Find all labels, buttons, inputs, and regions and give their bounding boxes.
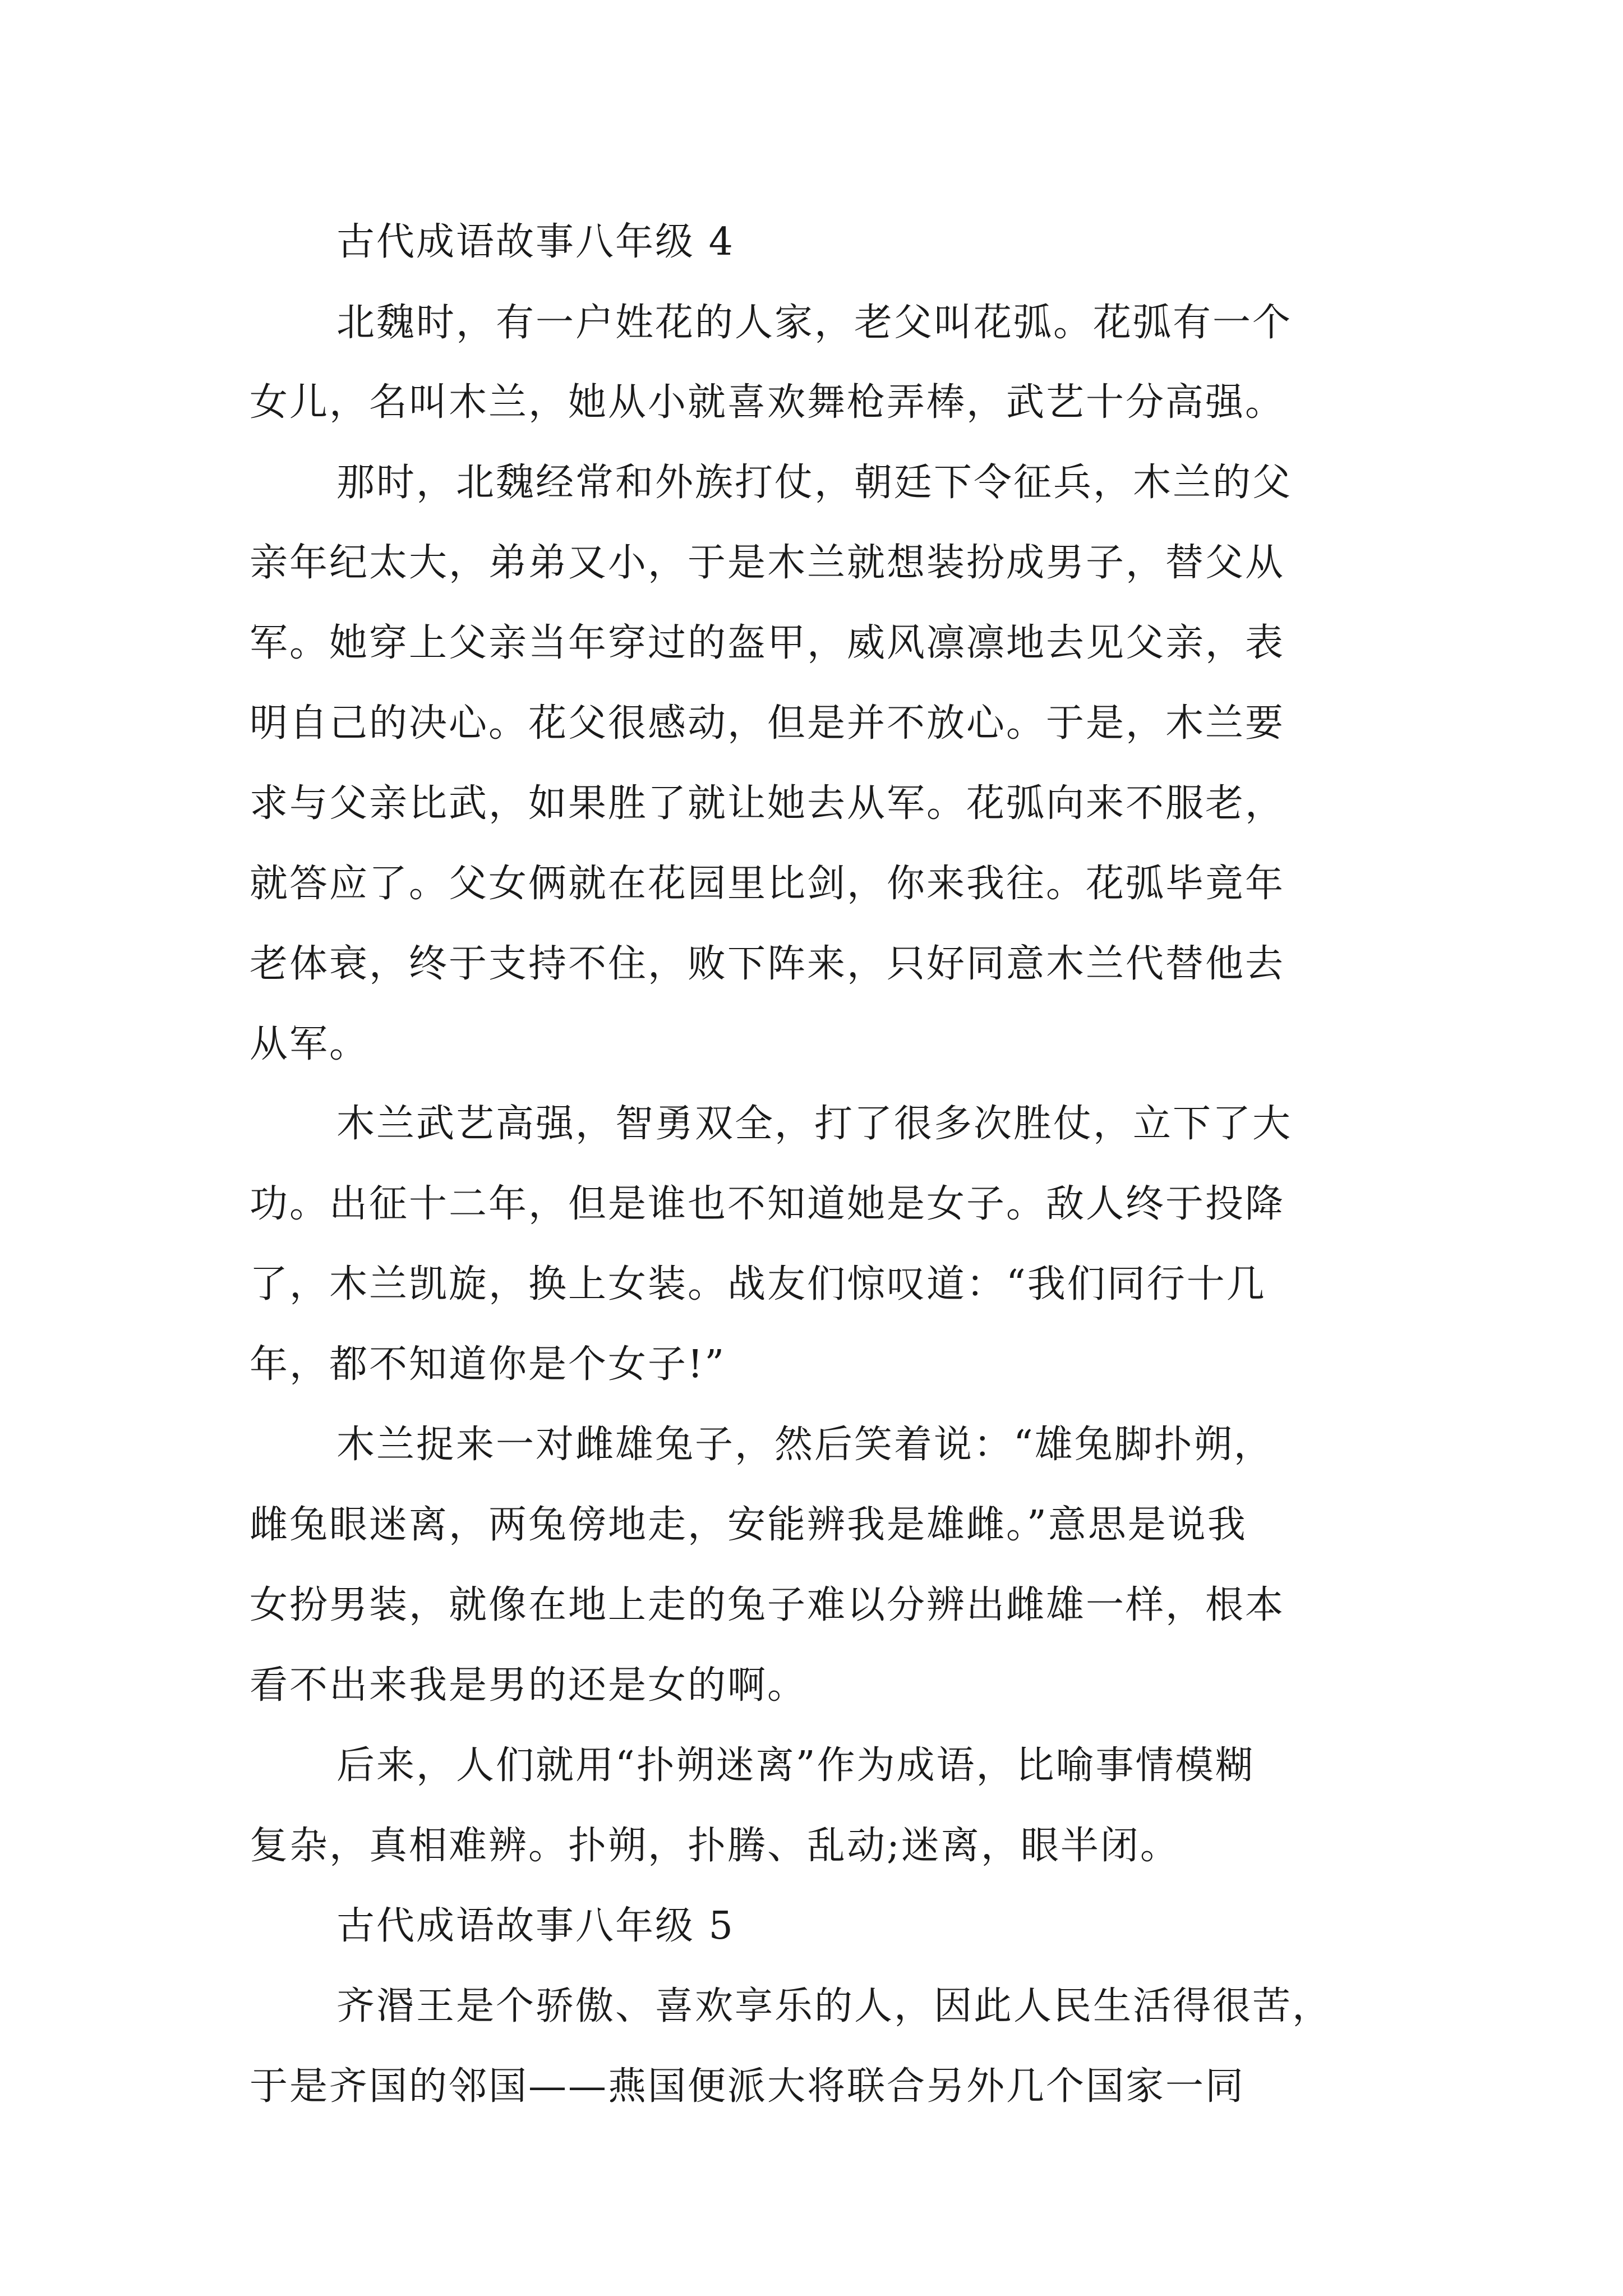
paragraph-line: 就答应了。父女俩就在花园里比剑，你来我往。花弧毕竟年 (250, 862, 1285, 906)
paragraph-line: 亲年纪太大，弟弟又小，于是木兰就想装扮成男子，替父从 (250, 541, 1285, 585)
section-heading-4: 古代成语故事八年级 4 (336, 220, 735, 264)
paragraph-line: 于是齐国的邻国——燕国便派大将联合另外几个国家一同 (250, 2064, 1246, 2109)
paragraph-line: 后来，人们就用“扑朔迷离”作为成语，比喻事情模糊 (336, 1743, 1255, 1788)
paragraph-line: 从军。 (250, 1022, 370, 1066)
paragraph-line: 女儿，名叫木兰，她从小就喜欢舞枪弄棒，武艺十分高强。 (250, 380, 1285, 425)
section-heading-5: 古代成语故事八年级 5 (336, 1904, 735, 1948)
paragraph-line: 齐湣王是个骄傲、喜欢享乐的人，因此人民生活得很苦， (336, 1984, 1332, 2028)
paragraph-line: 功。出征十二年，但是谁也不知道她是女子。敌人终于投降 (250, 1182, 1285, 1226)
paragraph-line: 木兰武艺高强，智勇双全，打了很多次胜仗，立下了大 (336, 1102, 1293, 1146)
paragraph-line: 年，都不知道你是个女子!” (250, 1342, 726, 1387)
paragraph-line: 女扮男装，就像在地上走的兔子难以分辨出雌雄一样，根本 (250, 1583, 1285, 1627)
paragraph-line: 老体衰，终于支持不住，败下阵来，只好同意木兰代替他去 (250, 942, 1285, 986)
paragraph-line: 看不出来我是男的还是女的啊。 (250, 1663, 808, 1708)
paragraph-line: 求与父亲比武，如果胜了就让她去从军。花弧向来不服老， (250, 781, 1285, 826)
paragraph-line: 那时，北魏经常和外族打仗，朝廷下令征兵，木兰的父 (336, 461, 1293, 505)
paragraph-line: 复杂，真相难辨。扑朔，扑腾、乱动;迷离，眼半闭。 (250, 1824, 1180, 1868)
paragraph-line: 明自己的决心。花父很感动，但是并不放心。于是，木兰要 (250, 701, 1285, 746)
paragraph-line: 北魏时，有一户姓花的人家，老父叫花弧。花弧有一个 (336, 301, 1293, 345)
paragraph-line: 了，木兰凯旋，换上女装。战友们惊叹道：“我们同行十几 (250, 1262, 1266, 1306)
paragraph-line: 军。她穿上父亲当年穿过的盔甲，威风凛凛地去见父亲，表 (250, 621, 1285, 665)
paragraph-line: 雌兔眼迷离，两兔傍地走，安能辨我是雄雌。”意思是说我 (250, 1503, 1247, 1547)
paragraph-line: 木兰捉来一对雌雄兔子，然后笑着说：“雄兔脚扑朔， (336, 1423, 1274, 1467)
